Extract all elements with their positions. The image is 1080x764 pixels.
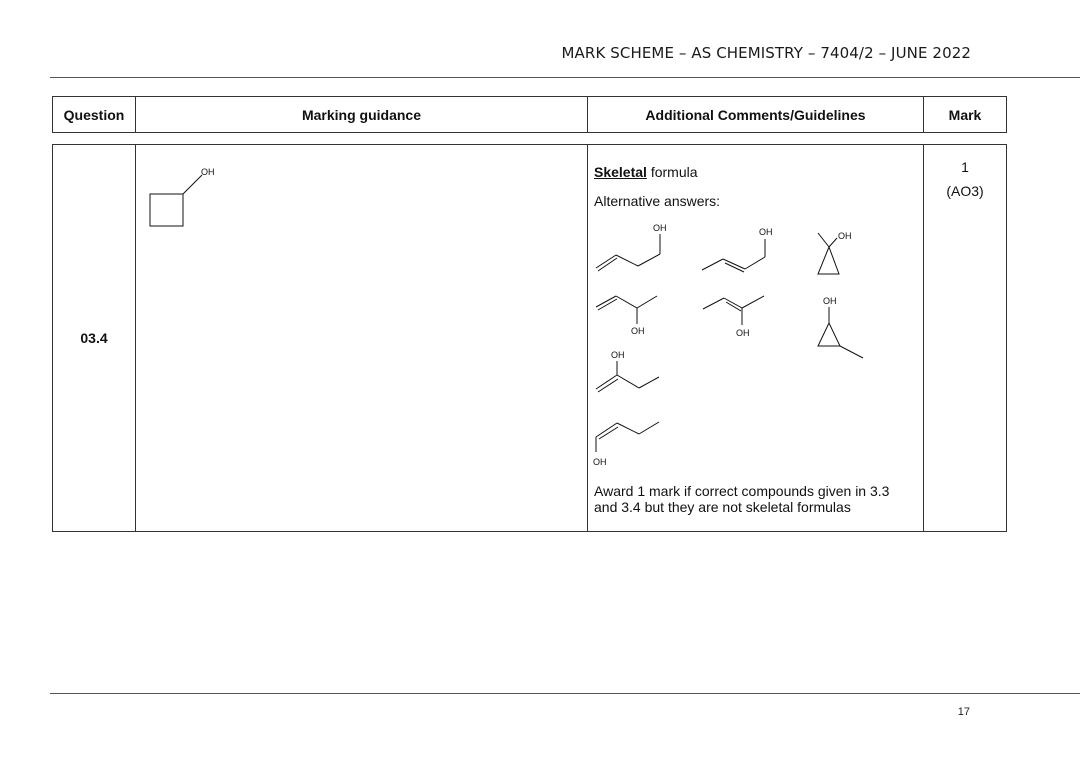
structure-label: OH — [611, 350, 625, 360]
structure-label: OH — [201, 167, 215, 177]
header-divider — [50, 77, 1080, 78]
award-note: Award 1 mark if correct compounds given in 3.3 and 3.4 but they are not skeletal formulas — [594, 483, 890, 515]
document-header-title: MARK SCHEME – AS CHEMISTRY – 7404/2 – JUNE 2022 — [561, 44, 971, 62]
marking-guidance-cell — [136, 145, 588, 532]
column-header-question: Question — [53, 97, 136, 133]
alternative-structure — [698, 225, 778, 275]
table-header — [52, 96, 1007, 133]
skeletal-keyword: Skeletal — [594, 164, 647, 180]
structure-label: OH — [759, 227, 773, 237]
mark-value: 1 — [961, 159, 969, 175]
question-number: 03.4 — [53, 145, 136, 532]
assessment-objective: (AO3) — [946, 183, 984, 199]
footer-divider — [50, 693, 1080, 694]
column-header-additional-comments: Additional Comments/Guidelines — [588, 97, 924, 133]
alternative-structure — [593, 291, 668, 341]
structure-label: OH — [631, 326, 645, 336]
alternative-structure — [813, 293, 873, 363]
structure-label: OH — [823, 296, 837, 306]
cyclobutanol-structure — [144, 161, 224, 231]
alternative-answers-label: Alternative answers: — [594, 193, 721, 209]
structure-label: OH — [593, 457, 607, 467]
page-number: 17 — [957, 706, 970, 718]
column-header-marking-guidance: Marking guidance — [136, 97, 588, 133]
structure-label: OH — [838, 231, 852, 241]
skeletal-suffix: formula — [646, 164, 698, 180]
column-header-mark: Mark — [924, 97, 1007, 133]
alternative-structure — [593, 417, 668, 473]
structure-label: OH — [736, 328, 750, 338]
alternative-structure — [808, 225, 868, 280]
additional-comments-cell — [588, 145, 924, 532]
table-row — [53, 145, 1007, 532]
alternative-structure — [593, 220, 668, 275]
question-table — [52, 144, 1007, 532]
structure-label: OH — [653, 223, 667, 233]
mark-cell — [924, 145, 1007, 532]
alternative-structure — [700, 291, 780, 341]
alternative-structure — [593, 347, 668, 399]
skeletal-formula-note — [594, 164, 698, 180]
